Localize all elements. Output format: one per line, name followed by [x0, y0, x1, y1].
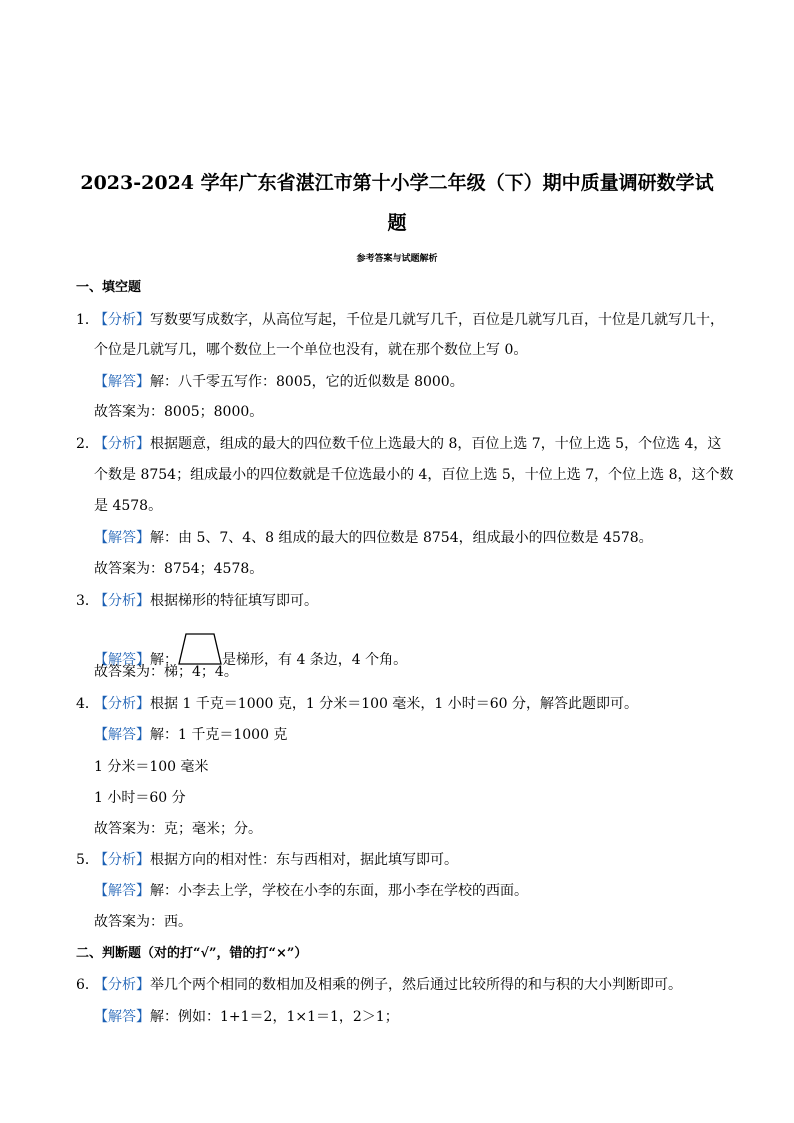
- analysis-tag: 【分析】: [94, 852, 150, 868]
- question-number: 4．: [76, 696, 99, 712]
- analysis-text: 根据题意，组成的最大的四位数千位上选最大的 8，百位上选 7，十位上选 5，个位选 4，这: [150, 436, 722, 452]
- answer-tag: 【解答】: [94, 883, 150, 899]
- question-6-analysis: [76, 976, 682, 994]
- analysis-tag: 【分析】: [94, 593, 150, 609]
- answer-text: 解：小李去上学，学校在小李的东面，那小李在学校的西面。: [150, 883, 528, 899]
- analysis-text: 根据 1 千克＝1000 克，1 分米＝100 毫米，1 小时＝60 分，解答此题即可。: [150, 696, 639, 712]
- question-4-final: 故答案为：克；毫米；分。: [94, 821, 262, 837]
- question-3-final: 故答案为：梯；4；4。: [94, 664, 238, 680]
- analysis-text: 根据方向的相对性：东与西相对，据此填写即可。: [150, 852, 458, 868]
- question-1-analysis-cont: 个位是几就写几，哪个数位上一个单位也没有，就在那个数位上写 0。: [94, 342, 528, 358]
- question-5-analysis: [76, 851, 458, 869]
- question-number: 6．: [76, 977, 99, 993]
- page-title-line2: 题: [387, 212, 407, 234]
- analysis-text: 根据梯形的特征填写即可。: [150, 593, 318, 609]
- analysis-text: 举几个两个相同的数相加及相乘的例子，然后通过比较所得的和与积的大小判断即可。: [150, 977, 682, 993]
- question-1-analysis: [76, 311, 724, 329]
- analysis-tag: 【分析】: [94, 977, 150, 993]
- question-1-final: 故答案为：8005；8000。: [94, 404, 264, 420]
- answer-tag: 【解答】: [94, 374, 150, 390]
- analysis-tag: 【分析】: [94, 696, 150, 712]
- section-heading-true-false: 二、判断题（对的打“√”，错的打“×”）: [76, 946, 308, 961]
- question-2-analysis-cont: 个数是 8754；组成最小的四位数就是千位选最小的 4，百位上选 5，十位上选 7，个位上选 8，这个数: [94, 467, 734, 483]
- answer-text: 解：1 千克＝1000 克: [150, 727, 288, 743]
- question-4-analysis: [76, 695, 638, 713]
- question-2-final: 故答案为：8754；4578。: [94, 561, 264, 577]
- analysis-text: 写数要写成数字，从高位写起，千位是几就写几千，百位是几就写几百，十位是几就写几十，: [150, 312, 724, 328]
- answer-text: 解：: [150, 652, 178, 668]
- question-6-answer: [94, 1008, 399, 1026]
- question-number: 3．: [76, 593, 99, 609]
- question-3-analysis: [76, 592, 318, 610]
- question-2-analysis-cont2: 是 4578。: [94, 498, 163, 514]
- question-2-answer: [94, 529, 653, 547]
- subtitle: 参考答案与试题解析: [356, 254, 438, 264]
- question-number: 5．: [76, 852, 99, 868]
- question-5-answer: [94, 882, 528, 900]
- question-4-answer-line2: 1 分米＝100 毫米: [94, 759, 209, 775]
- question-number: 2．: [76, 436, 99, 452]
- answer-tag: 【解答】: [94, 530, 150, 546]
- answer-text: 解：由 5、7、4、8 组成的最大的四位数是 8754，组成最小的四位数是 4578。: [150, 530, 653, 546]
- answer-tag: 【解答】: [94, 727, 150, 743]
- question-5-final: 故答案为：西。: [94, 914, 192, 930]
- answer-text: 解：八千零五写作：8005，它的近似数是 8000。: [150, 374, 464, 390]
- page-title-line1: 2023-2024 学年广东省湛江市第十小学二年级（下）期中质量调研数学试: [80, 172, 714, 194]
- question-2-analysis: [76, 435, 721, 453]
- answer-text-cont: 是梯形，有 4 条边，4 个角。: [222, 652, 408, 668]
- question-4-answer-line3: 1 小时＝60 分: [94, 790, 186, 806]
- analysis-tag: 【分析】: [94, 436, 150, 452]
- question-4-answer: [94, 726, 287, 744]
- analysis-tag: 【分析】: [94, 312, 150, 328]
- section-heading-fill-blank: 一、填空题: [76, 280, 142, 295]
- question-1-answer: [94, 373, 464, 391]
- trapezoid-figure: [178, 632, 222, 666]
- answer-text: 解：例如：1+1＝2，1×1＝1，2＞1；: [150, 1009, 399, 1025]
- answer-tag: 【解答】: [94, 652, 150, 668]
- question-number: 1．: [76, 312, 99, 328]
- answer-tag: 【解答】: [94, 1009, 150, 1025]
